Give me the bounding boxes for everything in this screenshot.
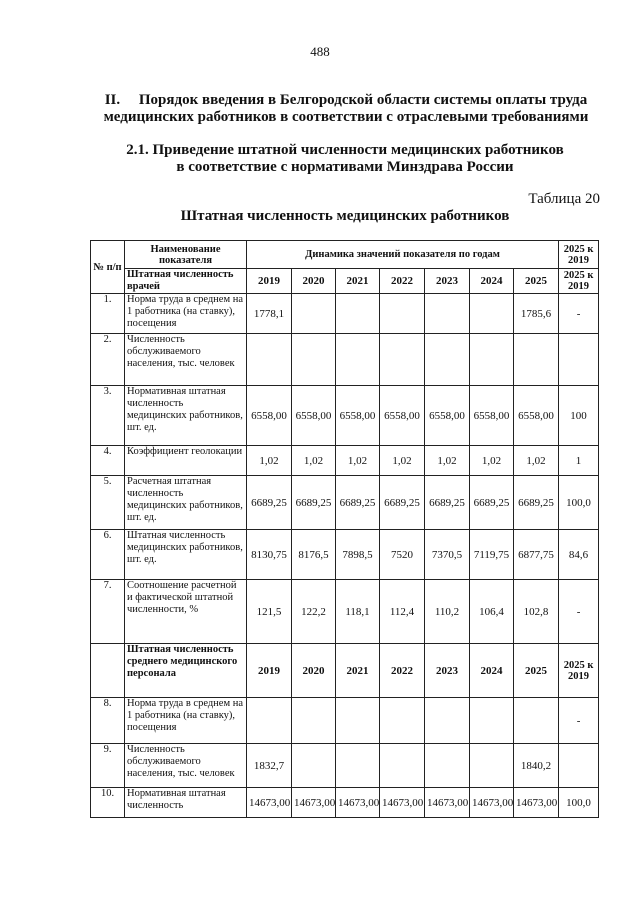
year-header: 2024 <box>470 269 514 294</box>
value-cell: 8130,75 <box>247 530 292 580</box>
value-cell: 6558,00 <box>336 386 380 446</box>
value-cell: 6689,25 <box>247 476 292 530</box>
ratio-cell <box>559 334 599 386</box>
row-name: Численность обслуживаемого населения, тыс. человек <box>125 744 247 788</box>
table-row <box>91 530 599 580</box>
value-cell <box>425 744 470 788</box>
year-header: 2020 <box>292 644 336 698</box>
year-header: 2024 <box>470 644 514 698</box>
value-cell: 6689,25 <box>425 476 470 530</box>
year-header: 2025 <box>514 644 559 698</box>
value-cell: 110,2 <box>425 580 470 644</box>
value-cell <box>292 334 336 386</box>
ratio-cell: 100 <box>559 386 599 446</box>
value-cell: 7119,75 <box>470 530 514 580</box>
value-cell: 1840,2 <box>514 744 559 788</box>
row-name: Норма труда в среднем на 1 работника (на ставку), посещения <box>125 294 247 334</box>
value-cell: 6558,00 <box>292 386 336 446</box>
value-cell: 118,1 <box>336 580 380 644</box>
value-cell: 14673,00 <box>514 788 559 818</box>
value-cell <box>336 294 380 334</box>
value-cell: 1,02 <box>514 446 559 476</box>
value-cell: 14673,00 <box>292 788 336 818</box>
header-row <box>91 241 599 269</box>
table-row <box>91 788 599 818</box>
value-cell: 102,8 <box>514 580 559 644</box>
value-cell: 7898,5 <box>336 530 380 580</box>
value-cell: 1785,6 <box>514 294 559 334</box>
year-header: 2022 <box>380 269 425 294</box>
subsection-heading-line2: в соответствие с нормативами Минздрава России <box>176 159 514 175</box>
ratio-cell: 84,6 <box>559 530 599 580</box>
page-number: 488 <box>310 44 330 59</box>
value-cell: 106,4 <box>470 580 514 644</box>
value-cell <box>380 334 425 386</box>
value-cell <box>470 744 514 788</box>
ratio-cell: 100,0 <box>559 788 599 818</box>
ratio-header: 2025 к 2019 <box>559 644 599 698</box>
table-body <box>91 241 599 818</box>
value-cell: 1,02 <box>425 446 470 476</box>
value-cell: 1832,7 <box>247 744 292 788</box>
value-cell: 6689,25 <box>514 476 559 530</box>
value-cell: 14673,00 <box>380 788 425 818</box>
section-row <box>91 644 599 698</box>
table-row <box>91 744 599 788</box>
value-cell: 6689,25 <box>470 476 514 530</box>
value-cell: 112,4 <box>380 580 425 644</box>
value-cell <box>247 334 292 386</box>
value-cell: 6558,00 <box>470 386 514 446</box>
year-header: 2023 <box>425 269 470 294</box>
value-cell <box>470 294 514 334</box>
ratio-cell: - <box>559 294 599 334</box>
ratio-cell: 100,0 <box>559 476 599 530</box>
value-cell <box>380 698 425 744</box>
section-heading <box>96 92 596 126</box>
value-cell: 6877,75 <box>514 530 559 580</box>
value-cell: 6558,00 <box>247 386 292 446</box>
table-title: Штатная численность медицинских работников <box>180 208 510 224</box>
year-header: 2019 <box>247 644 292 698</box>
value-cell: 14673,00 <box>425 788 470 818</box>
value-cell <box>425 334 470 386</box>
value-cell <box>292 744 336 788</box>
value-cell: 1,02 <box>247 446 292 476</box>
year-header: 2022 <box>380 644 425 698</box>
section-heading-line2: медицинских работников в соответствии с отраслевыми требованиями <box>103 109 589 125</box>
value-cell <box>514 698 559 744</box>
value-cell: 1,02 <box>470 446 514 476</box>
row-number: 2. <box>91 334 125 386</box>
value-cell <box>425 294 470 334</box>
value-cell: 8176,5 <box>292 530 336 580</box>
subsection-heading-line1: 2.1. Приведение штатной численности медицинских работников <box>126 142 564 158</box>
year-header: 2020 <box>292 269 336 294</box>
ratio-cell <box>559 744 599 788</box>
value-cell <box>292 698 336 744</box>
staffing-table <box>90 240 599 818</box>
row-number: 7. <box>91 580 125 644</box>
value-cell: 1,02 <box>336 446 380 476</box>
value-cell <box>470 334 514 386</box>
table-row <box>91 386 599 446</box>
table-row <box>91 446 599 476</box>
row-number: 9. <box>91 744 125 788</box>
subsection-heading <box>110 142 580 176</box>
value-cell: 121,5 <box>247 580 292 644</box>
table-row <box>91 580 599 644</box>
row-name: Нормативная штатная численность <box>125 788 247 818</box>
row-number: 1. <box>91 294 125 334</box>
table-row <box>91 698 599 744</box>
ratio-header: 2025 к 2019 <box>559 269 599 294</box>
row-name: Норма труда в среднем на 1 работника (на ставку), посещения <box>125 698 247 744</box>
year-header: 2025 <box>514 269 559 294</box>
year-header: 2021 <box>336 644 380 698</box>
table-row <box>91 334 599 386</box>
row-number: 8. <box>91 698 125 744</box>
section-row <box>91 269 599 294</box>
value-cell: 7370,5 <box>425 530 470 580</box>
row-number: 4. <box>91 446 125 476</box>
value-cell: 122,2 <box>292 580 336 644</box>
ratio-cell: - <box>559 580 599 644</box>
section-heading-line1: II. Порядок введения в Белгородской области системы оплаты труда <box>104 92 588 108</box>
row-name: Коэффициент геолокации <box>125 446 247 476</box>
table-row <box>91 476 599 530</box>
row-name: Штатная численность медицинских работников, шт. ед. <box>125 530 247 580</box>
value-cell <box>380 744 425 788</box>
header-ratio: 2025 к 2019 <box>559 241 599 269</box>
value-cell <box>514 334 559 386</box>
value-cell: 6558,00 <box>380 386 425 446</box>
value-cell <box>247 698 292 744</box>
value-cell: 1,02 <box>380 446 425 476</box>
section-label: Штатная численность врачей <box>125 269 247 294</box>
table-number: Таблица 20 <box>528 191 600 207</box>
value-cell <box>336 334 380 386</box>
value-cell <box>336 744 380 788</box>
value-cell: 6558,00 <box>514 386 559 446</box>
value-cell <box>292 294 336 334</box>
section-number <box>91 644 125 698</box>
value-cell: 6689,25 <box>292 476 336 530</box>
value-cell: 6558,00 <box>425 386 470 446</box>
value-cell: 14673,00 <box>470 788 514 818</box>
header-dynamics: Динамика значений показателя по годам <box>247 241 559 269</box>
row-name: Расчетная штатная численность медицинских работников, шт. ед. <box>125 476 247 530</box>
value-cell <box>336 698 380 744</box>
year-header: 2021 <box>336 269 380 294</box>
row-name: Нормативная штатная численность медицинских работников, шт. ед. <box>125 386 247 446</box>
value-cell <box>425 698 470 744</box>
value-cell: 14673,00 <box>336 788 380 818</box>
value-cell: 14673,00 <box>247 788 292 818</box>
header-number: № п/п <box>91 241 125 294</box>
value-cell: 1778,1 <box>247 294 292 334</box>
table-row <box>91 294 599 334</box>
year-header: 2019 <box>247 269 292 294</box>
row-number: 6. <box>91 530 125 580</box>
ratio-cell: - <box>559 698 599 744</box>
year-header: 2023 <box>425 644 470 698</box>
row-number: 10. <box>91 788 125 818</box>
value-cell: 1,02 <box>292 446 336 476</box>
value-cell: 6689,25 <box>380 476 425 530</box>
section-label: Штатная численность среднего медицинского персонала <box>125 644 247 698</box>
value-cell <box>380 294 425 334</box>
value-cell: 7520 <box>380 530 425 580</box>
row-name: Численность обслуживаемого населения, тыс. человек <box>125 334 247 386</box>
row-name: Соотношение расчетной и фактической штатной численности, % <box>125 580 247 644</box>
value-cell: 6689,25 <box>336 476 380 530</box>
row-number: 5. <box>91 476 125 530</box>
value-cell <box>470 698 514 744</box>
row-number: 3. <box>91 386 125 446</box>
header-name: Наименование показателя <box>125 241 247 269</box>
ratio-cell: 1 <box>559 446 599 476</box>
